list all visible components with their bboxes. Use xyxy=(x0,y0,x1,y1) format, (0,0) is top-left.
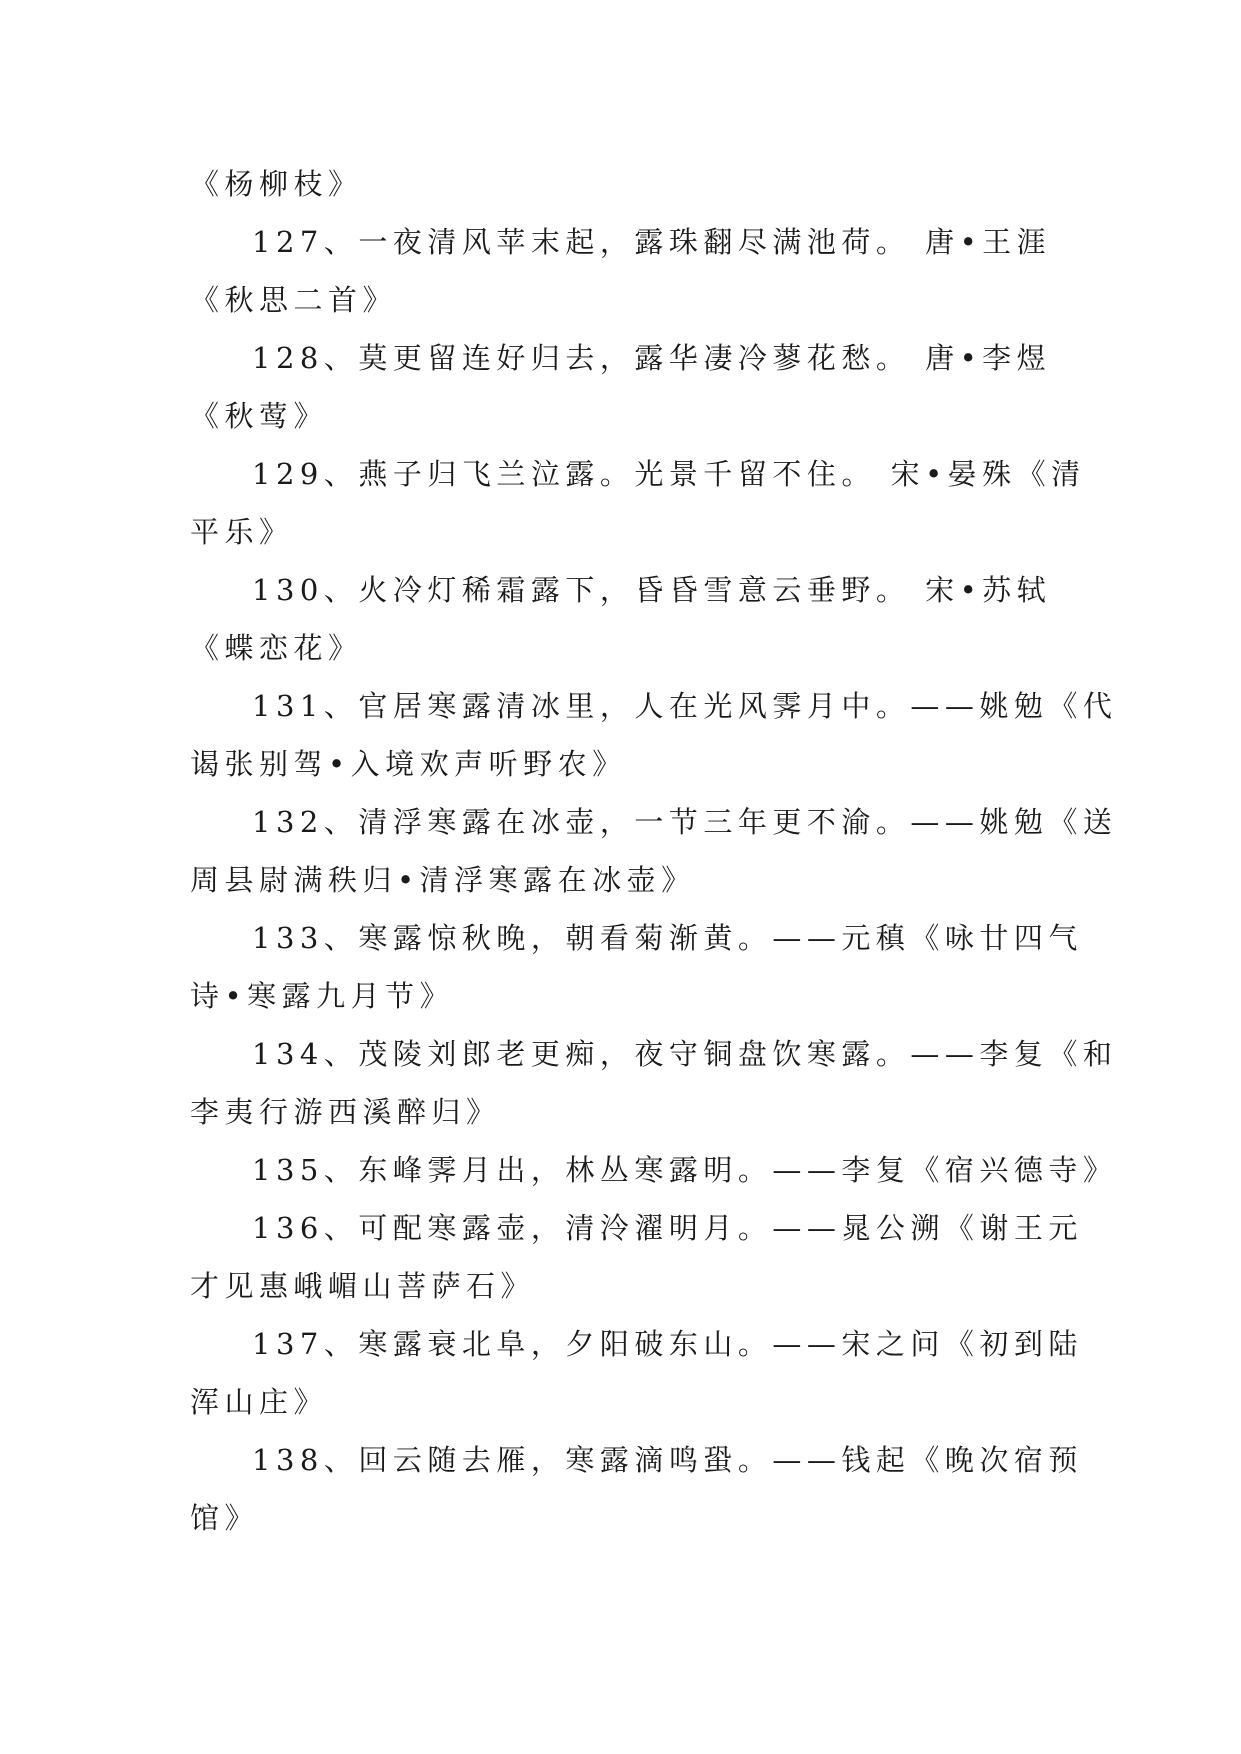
text-line: 《秋莺》 xyxy=(190,399,329,433)
text-line: 李夷行游西溪醉归》 xyxy=(190,1095,501,1129)
poem-entry-128: 128、莫更留连好归去，露华凄冷蓼花愁。 唐•李煜 xyxy=(252,341,1052,375)
text-line: 《杨柳枝》 xyxy=(190,167,363,201)
text-line: 才见惠峨嵋山菩萨石》 xyxy=(190,1269,536,1303)
text-line: 平乐》 xyxy=(190,515,294,549)
text-line: 浑山庄》 xyxy=(190,1385,329,1419)
poem-entry-135: 135、东峰霁月出，林丛寒露明。——李复《宿兴德寺》 xyxy=(252,1153,1118,1187)
text-line: 《蝶恋花》 xyxy=(190,631,363,665)
poem-entry-129: 129、燕子归飞兰泣露。光景千留不住。 宋•晏殊《清 xyxy=(252,457,1086,491)
poem-entry-133: 133、寒露惊秋晚，朝看菊渐黄。——元稹《咏廿四气 xyxy=(252,921,1083,955)
poem-entry-132: 132、清浮寒露在冰壶，一节三年更不渝。——姚勉《送 xyxy=(252,805,1118,839)
text-line: 诗•寒露九月节》 xyxy=(190,979,455,1013)
text-line: 《秋思二首》 xyxy=(190,283,398,317)
poem-entry-137: 137、寒露衰北阜，夕阳破东山。——宋之问《初到陆 xyxy=(252,1327,1083,1361)
poem-entry-138: 138、回云随去雁，寒露滴鸣蛩。——钱起《晚次宿预 xyxy=(252,1443,1083,1477)
text-line: 馆》 xyxy=(190,1501,260,1535)
poem-entry-136: 136、可配寒露壶，清泠濯明月。——晁公溯《谢王元 xyxy=(252,1211,1083,1245)
poem-entry-134: 134、茂陵刘郎老更痴，夜守铜盘饮寒露。——李复《和 xyxy=(252,1037,1118,1071)
poem-entry-131: 131、官居寒露清冰里，人在光风霁月中。——姚勉《代 xyxy=(252,689,1118,723)
text-line: 周县尉满秩归•清浮寒露在冰壶》 xyxy=(190,863,696,897)
poem-entry-130: 130、火冷灯稀霜露下，昏昏雪意云垂野。 宋•苏轼 xyxy=(252,573,1052,607)
poem-entry-127: 127、一夜清风苹末起，露珠翻尽满池荷。 唐•王涯 xyxy=(252,225,1052,259)
poem-list xyxy=(190,155,1118,1547)
text-line: 谒张别驾•入境欢声听野农》 xyxy=(190,747,627,781)
